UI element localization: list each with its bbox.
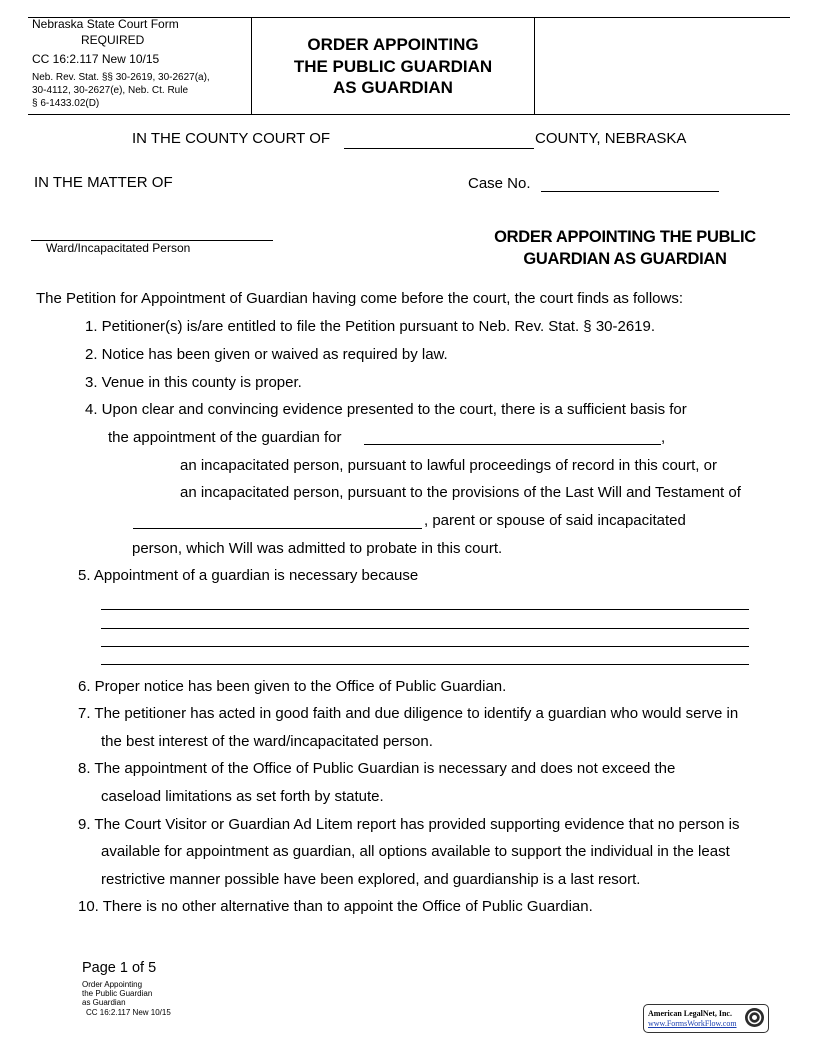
statute-line-2: 30-4112, 30-2627(e), Neb. Ct. Rule (32, 85, 189, 96)
finding-2: 2. Notice has been given or waived as required by law. (85, 346, 448, 363)
county-name-field[interactable] (344, 148, 534, 149)
reason-line-4[interactable] (101, 664, 749, 665)
order-heading (470, 227, 780, 270)
legalnet-logo[interactable] (643, 1004, 769, 1033)
order-heading-line-1: ORDER APPOINTING THE PUBLIC (494, 228, 756, 246)
finding-10: 10. There is no other alternative than to appoint the Office of Public Guardian. (78, 898, 593, 915)
guardian-for-field[interactable] (364, 444, 661, 445)
form-number: CC 16:2.117 New 10/15 (32, 52, 160, 66)
reason-line-3[interactable] (101, 646, 749, 647)
header-divider-right (534, 17, 535, 114)
finding-3: 3. Venue in this county is proper. (85, 374, 302, 391)
finding-9-line-1: 9. The Court Visitor or Guardian Ad Litem report has provided supporting evidence that no person is (78, 816, 740, 833)
finding-4-line-1: 4. Upon clear and convincing evidence presented to the court, there is a sufficient basis for (85, 401, 687, 418)
page-number: Page 1 of 5 (82, 960, 157, 976)
finding-4-comma: , (661, 429, 666, 446)
case-number-field[interactable] (541, 191, 719, 192)
finding-5: 5. Appointment of a guardian is necessary because (78, 567, 419, 584)
statute-line-3: § 6-1433.02(D) (32, 98, 100, 109)
footer-doc-line-2: the Public Guardian (82, 989, 153, 998)
finding-4-line-5: , parent or spouse of said incapacitated (424, 512, 686, 529)
footer-doc-line-3: as Guardian (82, 998, 126, 1007)
finding-4-line-6: person, which Will was admitted to probate in this court. (132, 540, 503, 557)
finding-4-line-2: the appointment of the guardian for (108, 429, 342, 446)
statute-line-1: Neb. Rev. Stat. §§ 30-2619, 30-2627(a), (32, 72, 210, 83)
finding-4-option-b: an incapacitated person, pursuant to the provisions of the Last Will and Testament of (180, 484, 741, 501)
finding-7-line-2: the best interest of the ward/incapacitated person. (101, 733, 433, 750)
logo-company-name: American LegalNet, Inc. (648, 1009, 732, 1018)
finding-4-option-a: an incapacitated person, pursuant to lawful proceedings of record in this court, or (180, 457, 717, 474)
form-title-line-3: AS GUARDIAN (333, 78, 453, 97)
finding-7-line-1: 7. The petitioner has acted in good faith and due diligence to identify a guardian who would serve in (78, 705, 739, 722)
logo-url-link[interactable]: www.FormsWorkFlow.com (648, 1019, 737, 1028)
reason-line-2[interactable] (101, 628, 749, 629)
form-title-line-2: THE PUBLIC GUARDIAN (293, 56, 493, 76)
order-heading-line-2: GUARDIAN AS GUARDIAN (523, 249, 727, 268)
finding-8-line-2: caseload limitations as set forth by statute. (101, 788, 384, 805)
court-prefix: IN THE COUNTY COURT OF (132, 130, 331, 147)
required-label: REQUIRED (81, 33, 145, 47)
ward-label: Ward/Incapacitated Person (46, 241, 191, 255)
court-suffix: COUNTY, NEBRASKA (535, 130, 687, 147)
finding-6: 6. Proper notice has been given to the Office of Public Guardian. (78, 678, 507, 695)
testator-name-field[interactable] (133, 528, 422, 529)
header-bottom-rule (28, 114, 790, 115)
form-title-line-1: ORDER APPOINTING (307, 35, 479, 54)
globe-icon (744, 1007, 765, 1028)
case-no-label: Case No. (468, 175, 531, 192)
finding-9-line-2: available for appointment as guardian, all options available to support the individual in the least (101, 843, 730, 860)
finding-1: 1. Petitioner(s) is/are entitled to file the Petition pursuant to Neb. Rev. Stat. § 30-2619. (85, 318, 656, 335)
finding-9-line-3: restrictive manner possible have been explored, and guardianship is a last resort. (101, 871, 641, 888)
form-title (252, 34, 534, 99)
footer-doc-line-1: Order Appointing (82, 980, 143, 989)
reason-line-1[interactable] (101, 609, 749, 610)
finding-8-line-1: 8. The appointment of the Office of Public Guardian is necessary and does not exceed the (78, 760, 676, 777)
footer-form-number: CC 16:2.117 New 10/15 (86, 1008, 171, 1017)
matter-label: IN THE MATTER OF (34, 174, 173, 191)
form-state-label: Nebraska State Court Form (32, 17, 179, 31)
intro-text: The Petition for Appointment of Guardian having come before the court, the court finds as follows: (36, 290, 684, 307)
